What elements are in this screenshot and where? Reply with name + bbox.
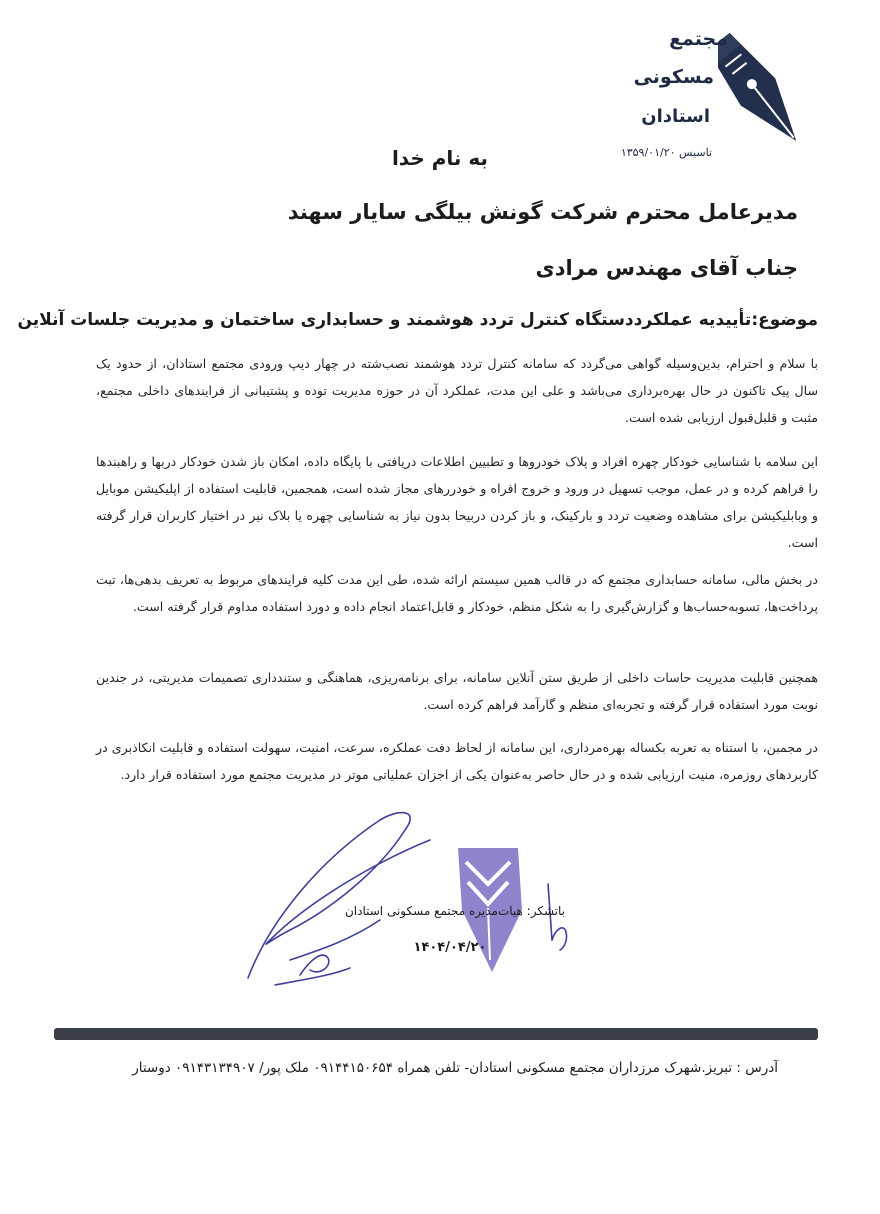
logo-established-date: تاسیس ۱۳۵۹/۰۱/۲۰ xyxy=(620,146,712,159)
logo-line-2: مسکونی xyxy=(633,66,714,88)
signature-and-stamp-icon xyxy=(230,800,600,1000)
recipient-line-1: مدیرعامل محترم شرکت گونش بیلگی سایار سهند xyxy=(287,200,798,224)
body-paragraph-5: در مجمبن، با استناه به تعربه بکساله بهره‌مرداری، این سامانه از لحاظ دفت عملکره، سرعت، امنیت، سهولت استفاده و قابلیت انکاذبری در کاربردهای روزمره، منیت ارزیابی شده و در حال حاصر به‌عنوان یکی از اجزان عملیاتی موتر در مدیریت مجتمع مورد استفاده قرار دارد. xyxy=(96,740,818,782)
footer-divider xyxy=(54,1028,818,1040)
logo-line-1: مجتمع xyxy=(669,28,728,50)
letter-date: ۱۴۰۴/۰۴/۲۰ xyxy=(413,940,487,955)
letter-subject: موضوع:تأییدیه عملکرددستگاه کنترل تردد هوشمند و حسابداری ساختمان و مدیریت جلسات آنلاین xyxy=(17,310,818,330)
bismillah-heading: به نام خدا xyxy=(391,146,489,170)
closing-signature-line: باتشکر: هیات‌مدیره مجتمع مسکونی استادان xyxy=(344,904,566,918)
signature-block xyxy=(230,800,600,1000)
body-paragraph-4: همچنین قابلیت مدیریت حاسات داخلی از طریق ستن آنلاین سامانه، برای برنامه‌ریزی، هماهنگی و ستندداری تصمیمات مدیریتی، در جندین نوبت مورد استفاده قرار گرفته و تجربه‌ای منظم و گارآمد فراهم کرده است. xyxy=(96,670,818,712)
logo-line-3: استادان xyxy=(641,106,710,127)
body-paragraph-3: در بخش مالی، سامانه حسابداری مجتمع که در قالب همین سیستم ارائه شده، طی این مدت کلیه فرایندهای مربوط به تعریف بدهی‌ها، تبت پرداخت‌ها، تسوبه‌حساب‌ها و گزارش‌گیری را به شکل منظم، خودکار و قابل‌اعتماد انجام داده و دورد استفاده مداوم قرار گرفته است. xyxy=(96,572,818,614)
recipient-line-2: جناب آقای مهندس مرادی xyxy=(535,256,798,280)
fountain-pen-nib-icon xyxy=(718,22,800,162)
body-paragraph-1: با سلام و احترام، بدین‌وسیله گواهی می‌گردد که سامانه کنترل تردد هوشمند نصب‌شته در چهار دیپ ورودی مجتمع استادان، از حدود یک سال پیک تاکنون در حال بهره‌برداری می‌باشد و علی این مدت، عملکرد آن در حوزه مدیریت توده و پشتیبانی از فرایندهای داخلی مجتمع، مثبت و قلبل‌قبول ارزیابی شده است. xyxy=(96,356,818,425)
footer-address: آدرس : تبریز.شهرک مرزداران مجتمع مسکونی استادان- تلفن همراه ۰۹۱۴۴۱۵۰۶۵۴ ملک پور/ ۰۹۱۴۳۱۳۴۹۰۷ دوستار xyxy=(132,1060,778,1076)
body-paragraph-2: این سلامه با شناسایی خودکار چهره افراد و پلاک خودروها و تطبیین اطلاعات دریافتی با پایگاه داده، امکان باز شدن خودکار دربها و راهبندها را فراهم کرده و در عمل، موجب تسهیل در ورود و خروج افراه و خودررهای مجاز شده است، همجمین، قابلیت استفاده از اپلیکیشن موبایل و وبابلیکیشن برای مشاهده وضعیت تردد و بارکینک، و باز کردن دربیحا بدون نیاز به شناسایی چهره یا بلاک نیر در اختیار کاربران قرار گرفته است. xyxy=(96,454,818,550)
